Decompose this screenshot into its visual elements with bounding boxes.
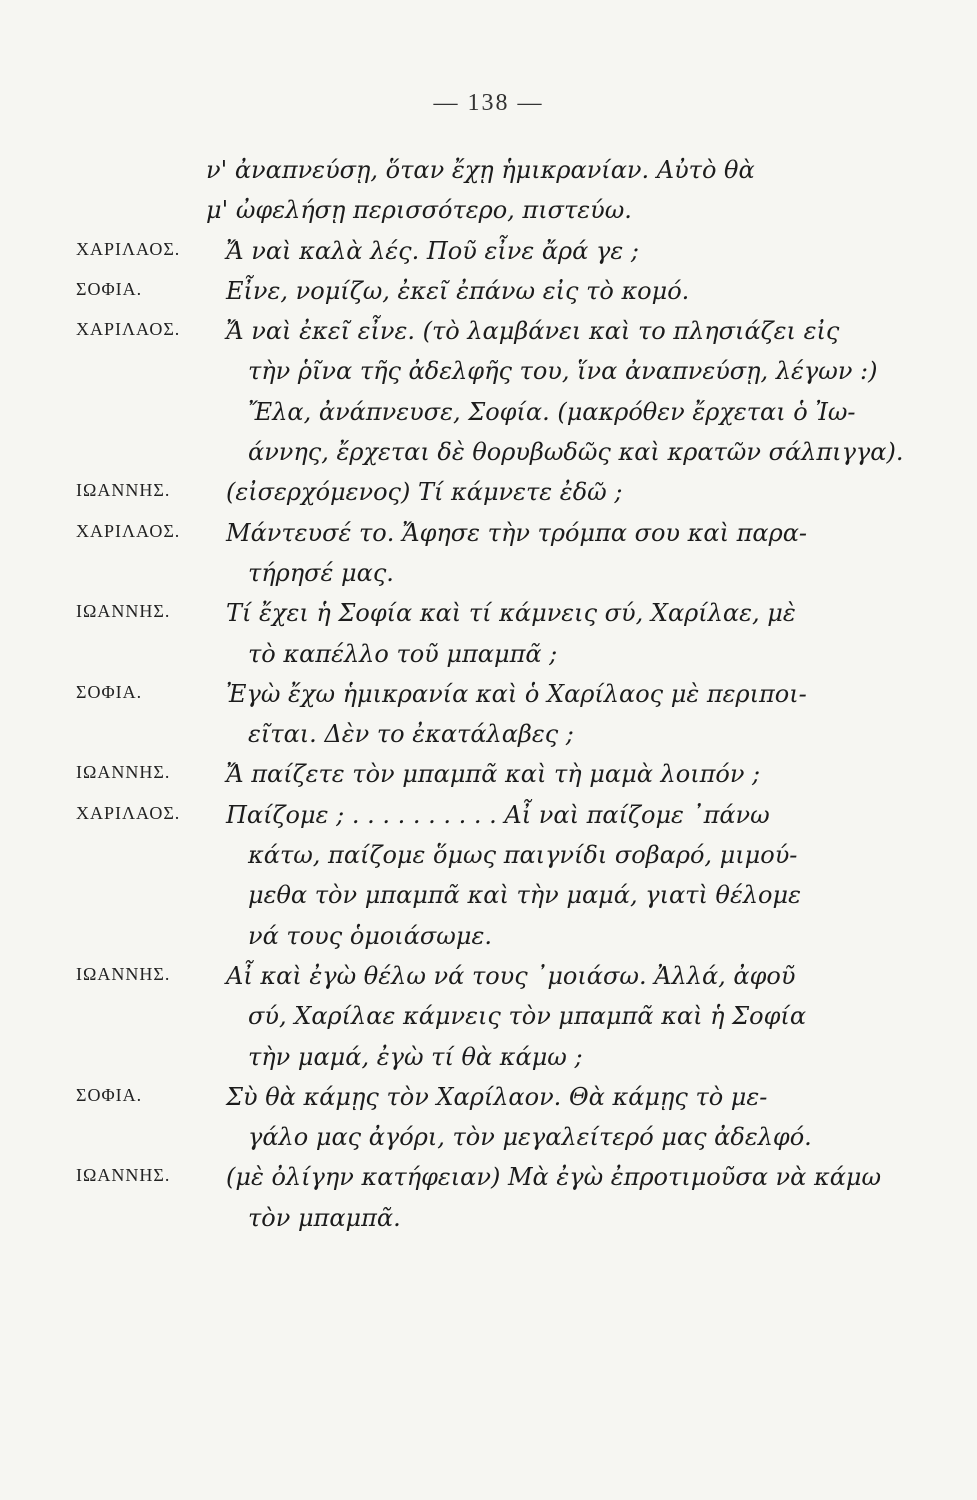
dialogue-text <box>76 150 904 1238</box>
dialogue-entry <box>76 513 886 594</box>
dialogue-entry <box>76 754 886 794</box>
text-line: τὸ καπέλλο τοῦ μπαμπᾶ ; <box>248 639 558 668</box>
text-line: τήρησέ μας. <box>248 558 394 587</box>
text-line: Ἐγὼ ἔχω ἡμικρανία καὶ ὁ Χαρίλαος μὲ περιποι- <box>226 679 807 708</box>
dialogue-lines <box>226 472 886 512</box>
dialogue-entry <box>76 231 886 271</box>
text-line: Ἄ ναὶ καλὰ λές. Ποῦ εἶνε ἄρά γε ; <box>226 236 639 265</box>
text-line: Αἶ καὶ ἐγὼ θέλω νά τους ᾿μοιάσω. Ἀλλά, ἀφοῦ <box>226 961 796 990</box>
dialogue-lines <box>226 754 886 794</box>
dialogue-lines <box>226 311 903 472</box>
text-line: Εἶνε, νομίζω, ἐκεῖ ἐπάνω εἰς τὸ κομό. <box>226 276 690 305</box>
text-line: τὴν ῥῖνα τῆς ἀδελφῆς του, ἵνα ἀναπνεύσῃ, λέγων :) <box>248 357 878 386</box>
text-line: Ἄ παίζετε τὸν μπαμπᾶ καὶ τὴ μαμὰ λοιπόν ; <box>226 760 761 789</box>
dialogue-entry <box>76 1077 886 1158</box>
speaker-name: ΣΟΦΙΑ. <box>76 1084 143 1105</box>
dialogue-lines <box>172 150 886 231</box>
text-line: Σὺ θὰ κάμῃς τὸν Χαρίλαον. Θὰ κάμῃς τὸ με- <box>226 1082 768 1111</box>
dialogue-lines <box>226 956 886 1077</box>
speaker-name: ΧΑΡΙΛΑΟΣ. <box>76 319 181 340</box>
text-line: Ἔλα, ἀνάπνευσε, Σοφία. (μακρόθεν ἔρχεται ὁ Ἰω- <box>248 397 856 426</box>
text-line: (μὲ ὀλίγην κατήφειαν) Μὰ ἐγὼ ἐπροτιμοῦσα νὰ κάμω <box>226 1163 882 1192</box>
page-number: — 138 — <box>433 90 544 116</box>
text-line: Ἄ ναὶ ἐκεῖ εἶνε. (τὸ λαμβάνει καὶ το πλησιάζει εἰς <box>226 317 840 346</box>
dialogue-entry <box>76 311 904 472</box>
text-line: (εἰσερχόμενος) Τί κάμνετε ἐδῶ ; <box>226 478 623 507</box>
dialogue-entry <box>76 271 886 311</box>
speaker-name: ΣΟΦΙΑ. <box>76 278 143 299</box>
speaker-name: ΙΩΑΝΝΗΣ. <box>76 1165 171 1186</box>
speaker-name: ΙΩΑΝΝΗΣ. <box>76 480 171 501</box>
speaker-name: ΙΩΑΝΝΗΣ. <box>76 601 171 622</box>
dialogue-entry <box>76 795 886 956</box>
dialogue-lines <box>226 513 886 594</box>
text-line: κάτω, παίζομε ὅμως παιγνίδι σοβαρό, μιμού- <box>248 841 798 870</box>
text-line: μεθα τὸν μπαμπᾶ καὶ τὴν μαμά, γιατὶ θέλομε <box>248 881 801 910</box>
text-line: νά τους ὁμοιάσωμε. <box>248 921 492 950</box>
text-line: Μάντευσέ το. Ἄφησε τὴν τρόμπα σου καὶ παρα- <box>226 518 808 547</box>
dialogue-entry <box>76 1157 886 1238</box>
speaker-name: ΣΟΦΙΑ. <box>76 681 143 702</box>
dialogue-lines <box>226 271 886 311</box>
dialogue-lines <box>226 795 886 956</box>
dialogue-entry <box>76 674 886 755</box>
text-line: Παίζομε ; . . . . . . . . . . Αἶ ναὶ παίζομε ᾿πάνω <box>226 800 770 829</box>
dialogue-lines <box>226 674 886 755</box>
text-line: άννης, ἔρχεται δὲ θορυβωδῶς καὶ κρατῶν σάλπιγγα). <box>248 438 904 467</box>
dialogue-lines <box>226 1077 886 1158</box>
dialogue-lines <box>226 1157 886 1238</box>
text-line: μ' ὠφελήσῃ περισσότερο, πιστεύω. <box>206 196 632 225</box>
speaker-name: ΧΑΡΙΛΑΟΣ. <box>76 238 181 259</box>
text-line: γάλο μας ἀγόρι, τὸν μεγαλείτερό μας ἀδελφό. <box>248 1123 812 1152</box>
dialogue-entry <box>172 150 886 231</box>
speaker-name: ΧΑΡΙΛΑΟΣ. <box>76 802 181 823</box>
speaker-name: ΙΩΑΝΝΗΣ. <box>76 762 171 783</box>
text-line: τὸν μπαμπᾶ. <box>248 1203 401 1232</box>
speaker-name: ΙΩΑΝΝΗΣ. <box>76 963 171 984</box>
text-line: σύ, Χαρίλαε κάμνεις τὸν μπαμπᾶ καὶ ἡ Σοφία <box>248 1002 807 1031</box>
text-line: ν' ἀναπνεύσῃ, ὅταν ἔχῃ ἡμικρανίαν. Αὐτὸ θὰ <box>206 156 755 184</box>
text-line: Τί ἔχει ἡ Σοφία καὶ τί κάμνεις σύ, Χαρίλαε, μὲ <box>226 599 796 628</box>
dialogue-entry <box>76 593 886 674</box>
dialogue-lines <box>226 231 886 271</box>
dialogue-entry <box>76 472 886 512</box>
speaker-name: ΧΑΡΙΛΑΟΣ. <box>76 520 181 541</box>
text-line: εῖται. Δὲν το ἐκατάλαβες ; <box>248 720 574 749</box>
dialogue-entry <box>76 956 886 1077</box>
text-line: τὴν μαμά, ἐγὼ τί θὰ κάμω ; <box>248 1042 583 1071</box>
dialogue-lines <box>226 593 886 674</box>
